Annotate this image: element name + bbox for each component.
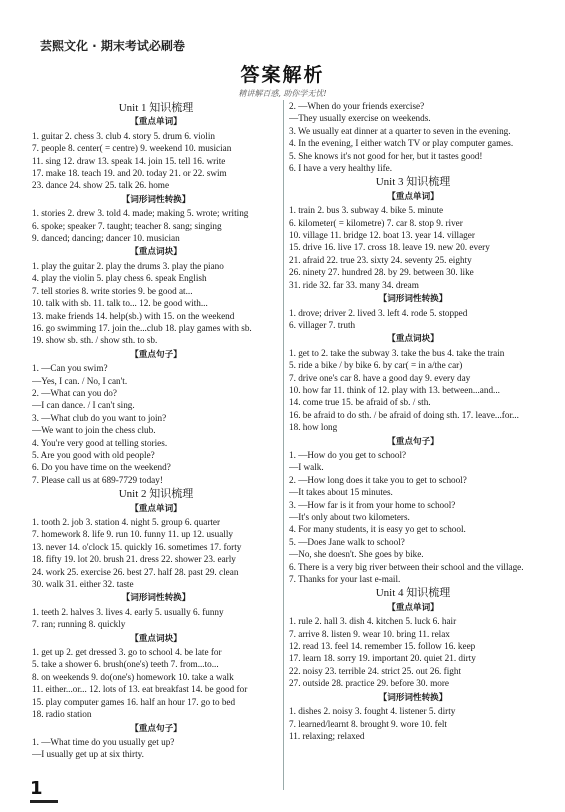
page-slogan: 精讲解百惑, 助你学无忧! xyxy=(238,89,327,98)
answer-line: 1. —What time do you usually get up? xyxy=(32,736,175,747)
answer-line: 10. talk with sb. 11. talk to... 12. be good with... xyxy=(32,298,208,309)
answer-line: 3. —How far is it from your home to school? xyxy=(289,499,456,510)
answer-line: 5. Are you good with old people? xyxy=(32,449,155,460)
answer-line: 13. make friends 14. help(sb.) with 15. on the weekend xyxy=(32,310,235,321)
answer-line: 31. ride 32. far 33. many 34. dream xyxy=(289,279,419,290)
answer-line: 18. radio station xyxy=(32,709,92,720)
answer-line: 7. arrive 8. listen 9. wear 10. bring 11. relax xyxy=(289,628,450,639)
answer-line: 30. walk 31. either 32. taste xyxy=(32,579,134,590)
answer-line: 4. You're very good at telling stories. xyxy=(32,437,168,448)
answer-line: 15. drive 16. live 17. cross 18. leave 19. new 20. every xyxy=(289,242,490,253)
answer-line: —It's only about two kilometers. xyxy=(289,512,410,522)
page-number-underline xyxy=(30,800,58,803)
answer-line: 11. either...or... 12. lots of 13. eat breakfast 14. be good for xyxy=(32,684,248,695)
section-heading: 【词形词性转换】 xyxy=(121,593,191,604)
answer-line: 7. drive one's car 8. have a good day 9. every day xyxy=(289,372,471,383)
left-column xyxy=(32,100,280,761)
answer-line: 1. guitar 2. chess 3. club 4. story 5. drum 6. violin xyxy=(32,130,215,141)
answer-line: 6. Do you have time on the weekend? xyxy=(32,462,171,473)
answer-line: 7. learned/learnt 8. brought 9. wore 10. felt xyxy=(289,718,447,729)
answer-line: 7. Thanks for your last e-mail. xyxy=(289,574,401,585)
answer-line: 2. —What can you do? xyxy=(32,387,117,398)
answer-line: —I walk. xyxy=(289,462,324,473)
unit-heading: Unit 1 知识梳理 xyxy=(118,102,194,114)
answer-line: 13. never 14. o'clock 15. quickly 16. sometimes 17. forty xyxy=(32,541,242,552)
answer-line: 6. spoke; speaker 7. taught; teacher 8. sang; singing xyxy=(32,220,222,231)
section-heading: 【重点单词】 xyxy=(387,191,439,202)
answer-line: 5. ride a bike / by bike 6. by car( = in a/the car) xyxy=(289,360,463,371)
answer-line: 12. read 13. feel 14. remember 15. follow 16. keep xyxy=(289,641,476,652)
answer-line: —I usually get up at six thirty. xyxy=(32,749,144,760)
answer-line: 1. stories 2. drew 3. told 4. made; making 5. wrote; writing xyxy=(32,208,249,219)
answer-line: —No, she doesn't. She goes by bike. xyxy=(289,549,424,560)
section-heading: 【重点单词】 xyxy=(387,602,439,613)
section-heading: 【重点单词】 xyxy=(130,117,182,128)
answer-line: 8. on weekends 9. do(one's) homework 10. take a walk xyxy=(32,671,234,682)
answer-line: 1. get to 2. take the subway 3. take the bus 4. take the train xyxy=(289,347,505,358)
section-heading: 【重点词块】 xyxy=(130,247,182,258)
answer-line: 26. ninety 27. hundred 28. by 29. between 30. like xyxy=(289,267,474,278)
answer-line: 1. get up 2. get dressed 3. go to school 4. be late for xyxy=(32,647,222,658)
answer-line: 7. Please call us at 689-7729 today! xyxy=(32,474,163,485)
answer-line: —They usually exercise on weekends. xyxy=(289,113,431,124)
section-heading: 【重点词块】 xyxy=(387,334,439,345)
unit-heading: Unit 2 知识梳理 xyxy=(118,488,194,501)
answer-line: 6. There is a very big river between their school and the village. xyxy=(289,561,524,572)
answer-line: 6. kilometer( = kilometre) 7. car 8. stop 9. river xyxy=(289,217,463,228)
section-heading: 【重点句子】 xyxy=(387,436,439,447)
brand-label: 芸熙文化 · 期末考试必刷卷 xyxy=(40,39,185,53)
answer-line: 7. homework 8. life 9. run 10. funny 11. up 12. usually xyxy=(32,529,233,540)
answer-line: 27. outside 28. practice 29. before 30. more xyxy=(289,678,449,689)
answer-line: 2. —How long does it take you to get to school? xyxy=(289,474,467,485)
answer-line: 7. ran; running 8. quickly xyxy=(32,619,126,630)
answer-line: 1. train 2. bus 3. subway 4. bike 5. minute xyxy=(289,205,444,216)
answer-line: 11. relaxing; relaxed xyxy=(289,730,365,741)
section-heading: 【词形词性转换】 xyxy=(378,692,448,703)
answer-line: 3. —What club do you want to join? xyxy=(32,412,167,423)
section-heading: 【重点句子】 xyxy=(130,723,182,734)
title-block xyxy=(0,60,565,99)
answer-line: —I can dance. / I can't sing. xyxy=(32,400,135,411)
answer-line: 2. —When do your friends exercise? xyxy=(289,101,425,111)
section-heading: 【重点单词】 xyxy=(130,503,182,514)
answer-line: 1. —Can you swim? xyxy=(32,363,108,374)
answer-line: 4. For many students, it is easy yo get to school. xyxy=(289,524,466,535)
answer-line: 15. play computer games 16. half an hour 17. go to bed xyxy=(32,696,236,707)
column-divider xyxy=(283,100,284,790)
section-heading: 【重点词块】 xyxy=(130,633,182,644)
answer-line: 3. We usually eat dinner at a quarter to seven in the evening. xyxy=(289,125,511,136)
answer-line: 10. how far 11. think of 12. play with 13. between...and... xyxy=(289,384,500,395)
answer-line: 4. play the violin 5. play chess 6. speak English xyxy=(32,273,207,284)
answer-line: —Yes, I can. / No, I can't. xyxy=(32,375,128,386)
answer-line: 4. In the evening, I either watch TV or play computer games. xyxy=(289,138,514,149)
answer-line: —It takes about 15 minutes. xyxy=(289,487,393,498)
answer-line: 22. noisy 23. terrible 24. strict 25. out 26. fight xyxy=(289,665,461,676)
page-number: 1 xyxy=(30,778,43,799)
answer-line: 16. be afraid to do sth. / be afraid of doing sth. 17. leave...for... xyxy=(289,409,519,420)
answer-line: 7. people 8. center( = centre) 9. weekend 10. musician xyxy=(32,143,232,154)
answer-line: 14. come true 15. be afraid of sb. / sth. xyxy=(289,397,431,408)
answer-line: 18. how long xyxy=(289,422,338,433)
answer-line: 10. village 11. bridge 12. boat 13. year 14. villager xyxy=(289,230,475,241)
answer-line: 23. dance 24. show 25. talk 26. home xyxy=(32,180,170,191)
answer-line: 1. teeth 2. halves 3. lives 4. early 5. usually 6. funny xyxy=(32,606,224,617)
answer-line: 17. make 18. teach 19. and 20. today 21. or 22. swim xyxy=(32,168,227,179)
answer-line: 1. rule 2. hall 3. dish 4. kitchen 5. luck 6. hair xyxy=(289,616,457,627)
answer-line: 6. villager 7. truth xyxy=(289,319,356,330)
answer-line: 1. —How do you get to school? xyxy=(289,449,407,460)
unit-heading: Unit 4 知识梳理 xyxy=(375,587,451,600)
section-heading: 【词形词性转换】 xyxy=(378,294,448,305)
section-heading: 【词形词性转换】 xyxy=(121,194,191,205)
answer-line: 6. I have a very healthy life. xyxy=(289,163,393,174)
answer-line: 5. She knows it's not good for her, but it tastes good! xyxy=(289,150,483,161)
answer-line: 1. play the guitar 2. play the drums 3. play the piano xyxy=(32,260,224,271)
answer-line: 5. —Does Jane walk to school? xyxy=(289,536,405,547)
page-title: 答案解析 xyxy=(240,64,325,86)
right-column xyxy=(289,100,537,742)
answer-line: 1. dishes 2. noisy 3. fought 4. listener 5. dirty xyxy=(289,706,456,717)
answer-line: 11. sing 12. draw 13. speak 14. join 15. tell 16. write xyxy=(32,155,226,166)
unit-heading: Unit 3 知识梳理 xyxy=(375,176,451,189)
answer-line: 1. drove; driver 2. lived 3. left 4. rode 5. stopped xyxy=(289,307,468,318)
page-header xyxy=(0,0,565,60)
answer-line: 16. go swimming 17. join the...club 18. play games with sb. xyxy=(32,322,252,333)
answer-line: 9. danced; dancing; dancer 10. musician xyxy=(32,233,180,244)
answer-line: 7. tell stories 8. write stories 9. be good at... xyxy=(32,285,193,296)
answer-line: 18. fifty 19. lot 20. brush 21. dress 22. shower 23. early xyxy=(32,554,236,565)
answer-line: 21. afraid 22. true 23. sixty 24. seventy 25. eighty xyxy=(289,254,472,265)
answer-line: 19. show sb. sth. / show sth. to sb. xyxy=(32,335,158,346)
answer-line: 24. work 25. exercise 26. best 27. half 28. past 29. clean xyxy=(32,566,239,577)
answer-line: —We want to join the chess club. xyxy=(32,425,156,436)
section-heading: 【重点句子】 xyxy=(130,349,182,360)
answer-line: 5. take a shower 6. brush(one's) teeth 7. from...to... xyxy=(32,659,219,670)
answer-line: 1. tooth 2. job 3. station 4. night 5. group 6. quarter xyxy=(32,517,221,527)
answer-line: 17. learn 18. sorry 19. important 20. quiet 21. dirty xyxy=(289,653,476,664)
